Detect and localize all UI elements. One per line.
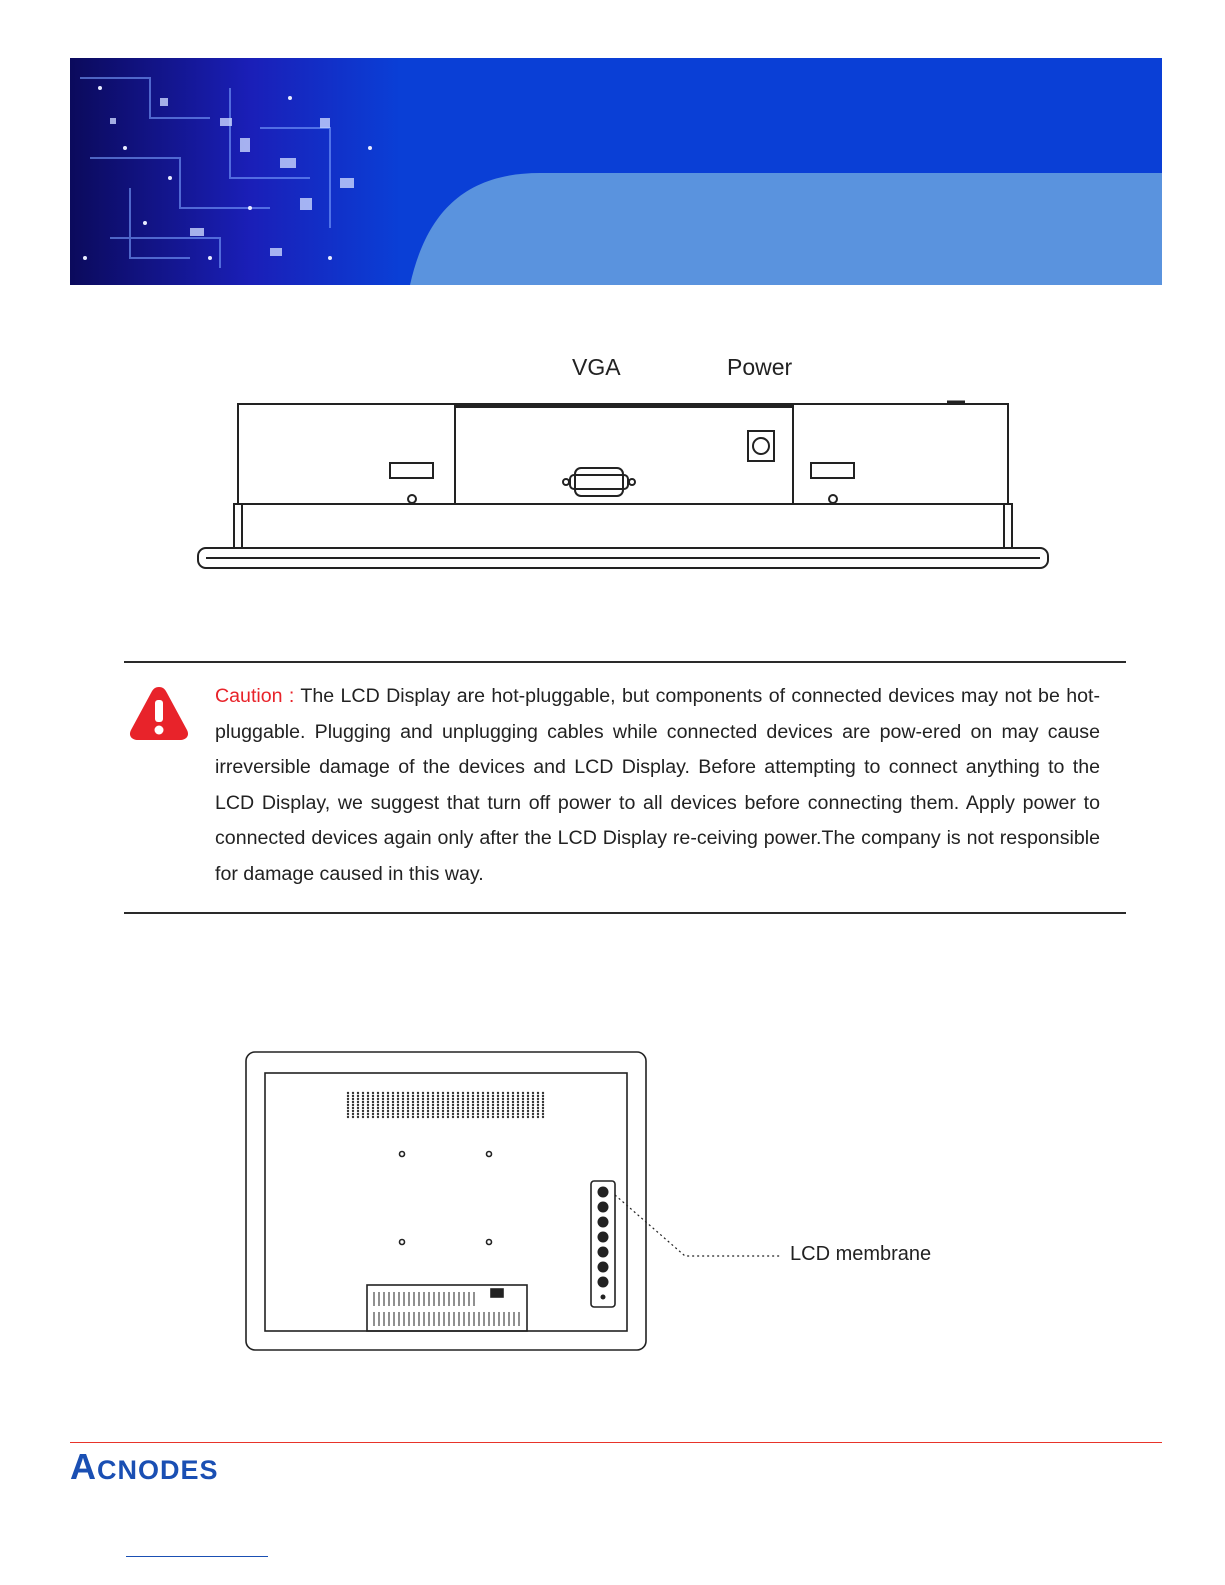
power-label: Power (727, 354, 793, 380)
lcd-membrane-label: LCD membrane (790, 1243, 932, 1265)
footer-rule (70, 1442, 1162, 1443)
rear-view-diagram (240, 1045, 790, 1360)
header-banner (70, 58, 1162, 285)
footer-link-underline (126, 1556, 268, 1557)
caution-top-rule (124, 661, 1126, 663)
caution-paragraph (215, 679, 1100, 892)
caution-body: The LCD Display are hot-pluggable, but components of connected devices may not be hot-pluggable. Plugging and unplugging cables while connected devices are pow-ered on may cause irreversible damage of the devices and LCD Display. Before attempting to connect anything to the LCD Display, we suggest that turn off power to all devices before connecting them. Apply power to connected devices again only after the LCD Display re-ceiving power.The company is not responsible for damage caused in this way. (215, 685, 1100, 885)
acnodes-logo: ACNODES (70, 1446, 219, 1487)
caution-bottom-rule (124, 912, 1126, 914)
vga-label: VGA (572, 354, 621, 380)
caution-label: Caution : (215, 685, 295, 707)
top-view-diagram (190, 395, 1060, 585)
warning-icon (128, 684, 190, 747)
